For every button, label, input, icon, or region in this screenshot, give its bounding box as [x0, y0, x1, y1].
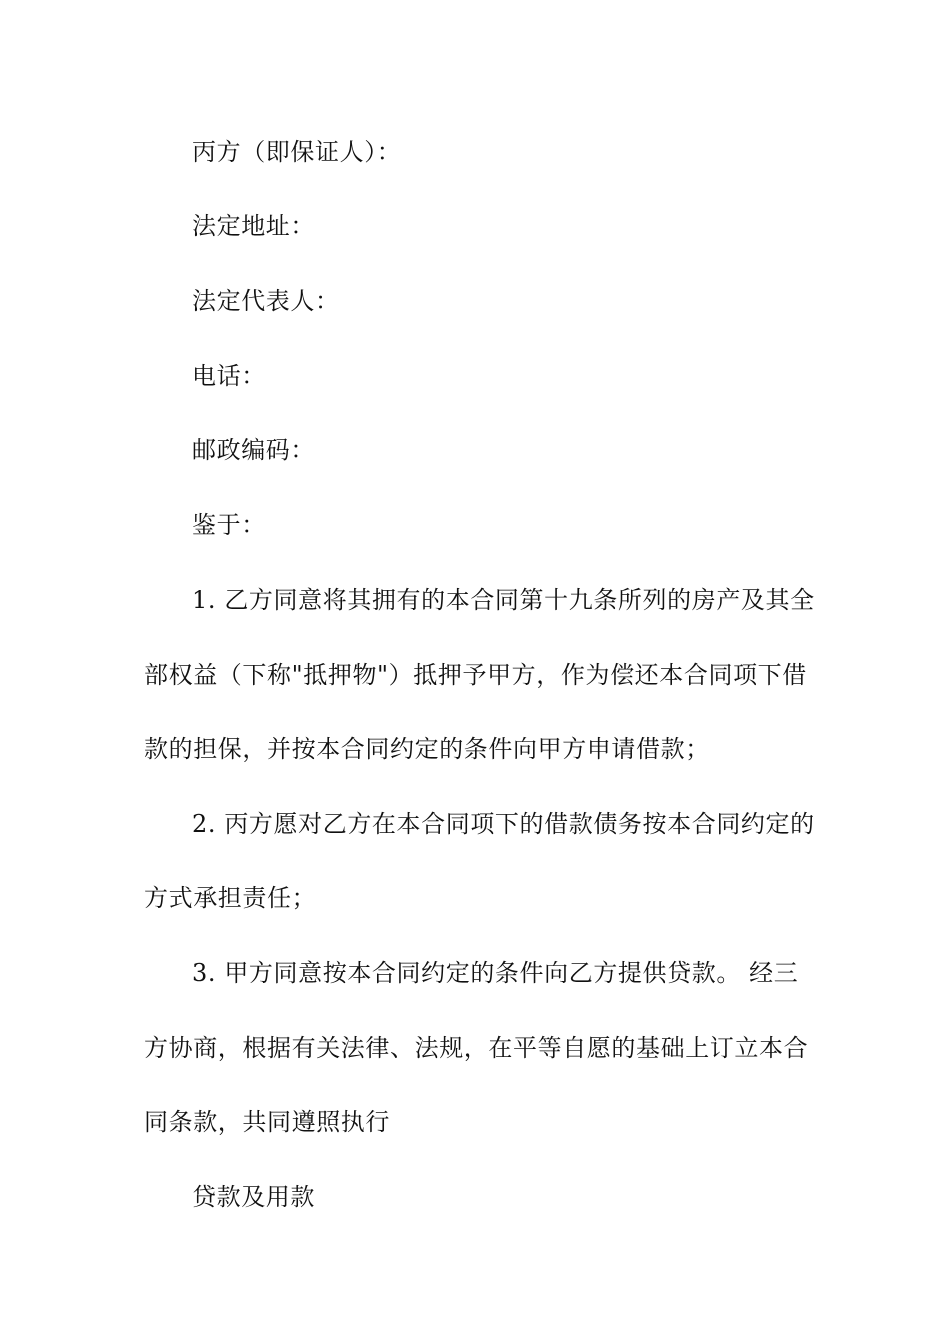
whereas-heading: 鉴于：	[192, 511, 266, 539]
clause-3-line-3: 同条款，共同遵照执行	[144, 1108, 390, 1136]
guarantor-heading: 丙方（即保证人）：	[192, 138, 402, 166]
clause-2-line-1: 2. 丙方愿对乙方在本合同项下的借款债务按本合同约定的	[192, 810, 815, 838]
legal-representative-label: 法定代表人：	[192, 287, 340, 315]
clause-1-line-2: 部权益（下称"抵押物"）抵押予甲方，作为偿还本合同项下借	[144, 661, 807, 689]
clause-3-line-1: 3. 甲方同意按本合同约定的条件向乙方提供贷款。 经三	[192, 959, 799, 987]
legal-address-label: 法定地址：	[192, 212, 315, 240]
postal-code-label: 邮政编码：	[192, 436, 315, 464]
clause-3-line-2: 方协商，根据有关法律、法规，在平等自愿的基础上订立本合	[144, 1034, 809, 1062]
clause-2-line-2: 方式承担责任；	[144, 884, 317, 912]
clause-1-line-1: 1. 乙方同意将其拥有的本合同第十九条所列的房产及其全	[192, 586, 815, 614]
section-heading-loan-and-use: 贷款及用款	[192, 1183, 315, 1211]
clause-1-line-3: 款的担保，并按本合同约定的条件向甲方申请借款；	[144, 735, 710, 763]
phone-label: 电话：	[192, 362, 266, 390]
